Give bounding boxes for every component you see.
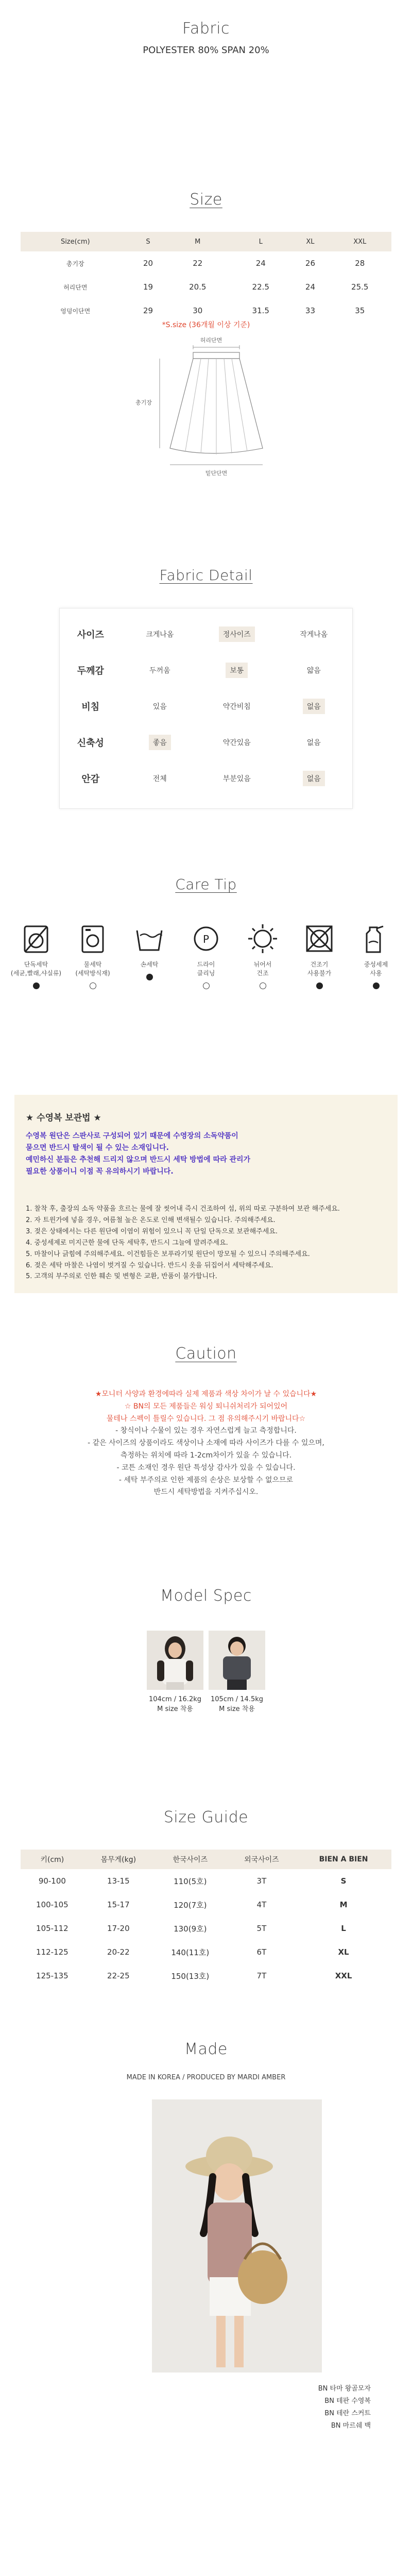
fabric-detail-row-thickness xyxy=(60,656,352,685)
fabric-detail-title: Fabric Detail xyxy=(159,567,253,584)
model-caption xyxy=(142,1695,209,1715)
fabric-detail-box xyxy=(59,608,353,809)
caption-line: BN 마르쉐 백 xyxy=(331,2422,371,2430)
size-guide-section xyxy=(0,1808,412,1826)
fabric-detail-row-size xyxy=(60,620,352,649)
table-cell: 20-22 xyxy=(107,1947,130,1957)
detail-option-selected: 좋음 xyxy=(149,735,171,750)
warning-line: 묻으면 반드시 탈색이 될 수 있는 소재입니다. xyxy=(26,1144,169,1153)
table-row xyxy=(21,251,391,275)
caution-section xyxy=(0,1345,412,1363)
size-header-cell: XL xyxy=(292,232,328,251)
fabric-title: Fabric xyxy=(182,20,230,38)
care-label: 단독세탁 (세균,빨래,샤실류) xyxy=(10,961,62,977)
table-cell: L xyxy=(341,1924,346,1933)
table-cell: 24 xyxy=(255,259,266,268)
table-cell: 150(13호) xyxy=(171,1971,210,1981)
caption-line: BN 테란 스커트 xyxy=(324,2410,371,2418)
table-cell: 25.5 xyxy=(351,282,369,292)
size-header-cell: Size(cm) xyxy=(21,232,130,251)
detail-option: 작게나옴 xyxy=(300,631,328,639)
washing-machine-icon xyxy=(20,922,53,955)
fabric-composition: POLYESTER 80% SPAN 20% xyxy=(143,45,269,56)
table-cell: 26 xyxy=(305,259,316,268)
model-spec-section xyxy=(0,1587,412,1605)
caption-line: BN 타마 왕골모자 xyxy=(318,2385,371,2393)
care-item xyxy=(348,922,404,989)
table-cell: 15-17 xyxy=(107,1900,130,1909)
caution-title: Caution xyxy=(175,1345,237,1363)
model-measure: 105cm / 14.5kg xyxy=(211,1696,263,1703)
care-label: 뉘어서 건조 xyxy=(253,961,272,977)
care-item xyxy=(64,922,121,989)
table-cell: XXL xyxy=(335,1971,352,1980)
table-cell: 33 xyxy=(305,306,316,315)
list-item: 4. 중성세제로 미지근한 물에 단독 세탁후, 반드시 그늘에 말려주세요. xyxy=(26,1239,228,1247)
guide-header-cell: 키(cm) xyxy=(21,1850,84,1869)
table-cell: M xyxy=(339,1900,348,1909)
storage-warning xyxy=(26,1130,386,1178)
table-cell: 105-112 xyxy=(36,1924,68,1933)
table-cell: 100-105 xyxy=(36,1900,68,1909)
list-item: 5. 고객의 부주의로 인한 훼손 및 변형은 교환, 반품이 불가합니다. xyxy=(26,1273,217,1281)
detail-label: 비침 xyxy=(81,702,100,713)
detail-option: 크게나옴 xyxy=(146,631,174,639)
care-item xyxy=(291,922,348,989)
table-cell: 20 xyxy=(143,259,153,268)
list-item: 5. 마찰이나 긁힘에 주의해주세요. 이건힘들은 보푸라기및 원단이 망모될 수 있으니 주의해주세요. xyxy=(26,1250,310,1258)
caution-line: - 코튼 소재인 경우 원단 특성상 감사가 있을 수 있습니다. xyxy=(116,1463,296,1472)
size-header-cell: L xyxy=(229,232,292,251)
size-section xyxy=(0,191,412,209)
care-dot-filled xyxy=(146,974,153,980)
storage-title: ★ 수영복 보관법 ★ xyxy=(26,1113,101,1123)
diagram-hem-label: 밑단단면 xyxy=(205,470,228,477)
made-section xyxy=(0,2040,412,2058)
detail-option: 전체 xyxy=(152,775,167,783)
table-cell: 20.5 xyxy=(189,282,207,292)
guide-header-cell: BIEN A BIEN xyxy=(296,1850,391,1869)
table-cell: 28 xyxy=(355,259,365,268)
table-cell: 4T xyxy=(256,1900,267,1909)
model-outfit-photo xyxy=(152,2099,322,2372)
detail-label: 사이즈 xyxy=(77,630,104,640)
care-item xyxy=(8,922,64,989)
outfit-caption xyxy=(268,2383,371,2432)
caution-line: - 같은 사이즈의 상품이라도 색상이나 소재에 따라 사이즈가 다를 수 있으며, xyxy=(88,1439,324,1448)
table-cell: 22-25 xyxy=(107,1971,130,1980)
size-guide-table xyxy=(21,1850,391,1988)
diagram-length-label: 총기장 xyxy=(135,399,152,406)
care-label: 건조기 사용불가 xyxy=(307,961,332,977)
care-item xyxy=(234,922,291,989)
model-size: M size 착용 xyxy=(219,1705,255,1713)
warning-line: 예민하신 분들은 추천해 드리지 않으며 반드시 세탁 방법에 따라 관리가 xyxy=(26,1156,251,1164)
caution-text xyxy=(0,1388,412,1499)
caution-line: 반드시 세탁방법을 지켜주십시오. xyxy=(153,1488,259,1497)
detail-label: 안감 xyxy=(81,774,100,785)
water-wash-icon xyxy=(76,922,109,955)
caution-line: - 세탁 부주의로 인한 제품의 손상은 보상할 수 없으므로 xyxy=(118,1476,294,1484)
model-measure: 104cm / 16.2kg xyxy=(149,1696,201,1703)
caution-line: 물테나 스펙이 틀릴수 있습니다. 그 점 유의해주시기 바랍니다☆ xyxy=(106,1414,306,1423)
table-cell: 90-100 xyxy=(38,1876,66,1886)
table-cell: 140(11호) xyxy=(171,1947,210,1957)
caption-line: BN 테판 수영복 xyxy=(324,2397,371,2405)
table-row xyxy=(21,1940,391,1964)
table-cell: 6T xyxy=(256,1947,267,1957)
table-cell: S xyxy=(340,1876,347,1886)
caution-line: ☆ BN의 모든 제품들은 워싱 퇴니쉬처리가 되어있어 xyxy=(124,1402,288,1411)
skirt-diagram xyxy=(129,335,294,484)
care-dot-empty xyxy=(203,982,210,989)
model-caption xyxy=(203,1695,270,1715)
table-cell: 3T xyxy=(256,1876,267,1886)
table-cell: 35 xyxy=(355,306,365,315)
care-dot-empty xyxy=(260,982,266,989)
table-cell: 125-135 xyxy=(36,1971,68,1980)
row-label: 허리단면 xyxy=(63,283,88,291)
row-label: 총기장 xyxy=(66,260,84,267)
care-label: 중성세제 사용 xyxy=(364,961,388,977)
table-cell: 120(7호) xyxy=(174,1900,207,1910)
fabric-detail-row-stretch xyxy=(60,728,352,757)
table-row xyxy=(21,1869,391,1893)
table-row xyxy=(21,1893,391,1917)
care-label: 손세탁 xyxy=(140,961,159,968)
care-item xyxy=(121,922,178,980)
table-cell: XL xyxy=(338,1947,349,1957)
detail-label: 두께감 xyxy=(77,666,104,676)
detail-option: 두꺼움 xyxy=(149,667,170,675)
guide-header-cell: 한국사이즈 xyxy=(153,1850,228,1869)
care-title: Care Tip xyxy=(175,876,237,893)
caution-line: - 창식이나 수물이 있는 경우 자연스럽게 늘고 측정합니다. xyxy=(115,1427,297,1435)
caution-line: 측정하는 위치에 따라 1-2cm차이가 있을 수 있습니다. xyxy=(120,1451,292,1460)
detail-option: 약간비침 xyxy=(222,703,251,711)
fabric-detail-row-sheer xyxy=(60,692,352,721)
warning-line: 필요한 상품이니 이점 꼭 유의하시기 바랍니다. xyxy=(26,1167,174,1176)
detail-option: 없음 xyxy=(306,739,321,747)
table-cell: 110(5호) xyxy=(174,1876,207,1886)
fabric-detail-section xyxy=(0,567,412,584)
no-dryer-icon xyxy=(303,922,336,955)
size-title: Size xyxy=(190,191,222,209)
caution-line: ★모니터 사양과 환경에따라 실제 제품과 색상 차이가 날 수 있습니다★ xyxy=(95,1390,317,1398)
detail-option: 얇음 xyxy=(306,667,321,675)
table-cell: 5T xyxy=(256,1924,267,1933)
detail-option: 있음 xyxy=(152,703,167,711)
guide-header-cell: 외국사이즈 xyxy=(228,1850,296,1869)
size-header-cell: XXL xyxy=(328,232,391,251)
detail-option-selected: 보통 xyxy=(226,663,248,678)
size-header-cell: M xyxy=(166,232,229,251)
table-cell: 24 xyxy=(305,282,316,292)
table-row xyxy=(21,1917,391,1940)
detail-option: 부분있음 xyxy=(222,775,251,783)
fabric-section xyxy=(0,20,412,56)
care-dot-empty xyxy=(90,982,96,989)
care-dot-filled xyxy=(373,982,380,989)
list-item: 2. 자 트윈가에 넣을 경우, 여름철 높은 온도로 인해 변색될수 있습니다. 주의해주세요. xyxy=(26,1216,276,1225)
list-item: 6. 젖은 세탁 마찰은 나염이 벗겨질 수 있습니다. 반드시 옷을 뒤집어서 세탁해주세요. xyxy=(26,1261,273,1269)
made-title: Made xyxy=(184,2040,228,2058)
diagram-waist-label: 허리단면 xyxy=(200,337,222,344)
detail-option-selected: 없음 xyxy=(303,771,325,786)
guide-header-cell: 몸무게(kg) xyxy=(84,1850,153,1869)
table-cell: 19 xyxy=(143,282,153,292)
hand-wash-icon xyxy=(133,922,166,955)
care-item xyxy=(178,922,234,989)
sun-dry-icon xyxy=(246,922,279,955)
detergent-icon xyxy=(359,922,392,955)
size-header-cell: S xyxy=(130,232,166,251)
model-photo-boy xyxy=(209,1631,265,1690)
table-cell: 22.5 xyxy=(252,282,269,292)
detail-label: 신축성 xyxy=(77,738,104,749)
made-subtitle: MADE IN KOREA / PRODUCED BY MARDI AMBER xyxy=(126,2074,286,2081)
care-label: 물세탁 (세탁방식재) xyxy=(75,961,110,977)
model-photo-girl xyxy=(147,1631,203,1690)
dry-clean-icon xyxy=(190,922,222,955)
fabric-detail-row-lining xyxy=(60,764,352,793)
table-cell: 29 xyxy=(143,306,153,315)
care-dot-filled xyxy=(316,982,323,989)
model-size: M size 착용 xyxy=(157,1705,193,1713)
svg-text:P: P xyxy=(202,933,210,945)
table-cell: 30 xyxy=(193,306,203,315)
care-dot-filled xyxy=(33,982,40,989)
list-item: 3. 젖은 상태에서는 다른 원단에 이염이 위험이 있으니 꼭 단일 단독으로 보관해주세요. xyxy=(26,1228,278,1236)
table-row xyxy=(21,275,391,299)
care-label: 드라이 클리닝 xyxy=(197,961,215,977)
detail-option-selected: 없음 xyxy=(303,699,325,714)
size-guide-title: Size Guide xyxy=(163,1808,249,1826)
size-table-header xyxy=(21,232,391,251)
detail-option: 약간있음 xyxy=(222,739,251,747)
care-section xyxy=(0,876,412,893)
storage-steps xyxy=(26,1204,386,1282)
table-row xyxy=(21,1964,391,1988)
table-cell: 130(9호) xyxy=(174,1924,207,1934)
size-table xyxy=(21,232,391,323)
table-cell: 7T xyxy=(256,1971,267,1980)
list-item: 1. 찰착 후, 출장의 소독 약품을 흐르는 물에 잘 씻어내 즉시 건조하여 섬, 위의 따로 구분하여 보관 해주세요. xyxy=(26,1205,340,1213)
table-cell: 112-125 xyxy=(36,1947,68,1957)
table-cell: 22 xyxy=(193,259,203,268)
swimsuit-storage-box xyxy=(14,1095,398,1293)
model-spec-title: Model Spec xyxy=(160,1587,252,1605)
table-cell: 17-20 xyxy=(107,1924,130,1933)
warning-line: 수영복 원단은 스판사로 구성되어 있기 때문에 수영장의 소독약품이 xyxy=(26,1132,238,1140)
row-label: 엉덩이단면 xyxy=(60,307,91,315)
size-note: *S.size (36개월 이상 기준) xyxy=(162,321,250,329)
table-cell: 13-15 xyxy=(107,1876,130,1886)
guide-header xyxy=(21,1850,391,1869)
table-cell: 31.5 xyxy=(252,306,269,315)
detail-option-selected: 정사이즈 xyxy=(219,626,255,642)
